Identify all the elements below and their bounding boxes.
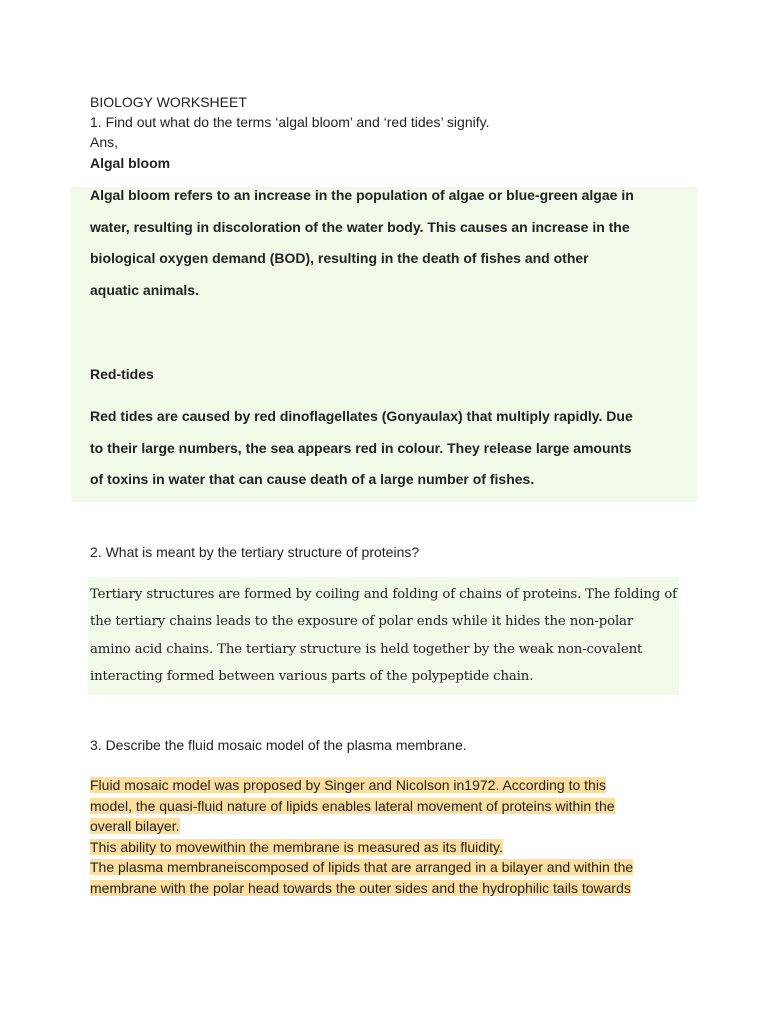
algal-bloom-line: water, resulting in discoloration of the water body. This causes an increase in the	[90, 218, 630, 235]
fluid-mosaic-line: The plasma membraneiscomposed of lipids that are arranged in a bilayer and within the	[90, 859, 634, 876]
fluid-mosaic-line: overall bilayer.	[90, 818, 180, 835]
tertiary-line: interacting formed between various parts of the polypeptide chain.	[90, 668, 534, 684]
worksheet-title: BIOLOGY WORKSHEET	[90, 94, 247, 110]
tertiary-structure-answer	[90, 581, 680, 690]
red-tides-line: Red tides are caused by red dinoflagellates (Gonyaulax) that multiply rapidly. Due	[90, 408, 633, 424]
question-1: 1. Find out what do the terms ‘algal bloom’ and ‘red tides’ signify.	[90, 114, 490, 130]
question-2: 2. What is meant by the tertiary structure of proteins?	[90, 544, 420, 560]
fluid-mosaic-line: Fluid mosaic model was proposed by Singer and Nicolson in1972. According to this	[90, 777, 606, 793]
question-3: 3. Describe the fluid mosaic model of the plasma membrane.	[90, 737, 467, 753]
fluid-mosaic-line: membrane with the polar head towards the outer sides and the hydrophilic tails towards	[90, 879, 631, 896]
answer-label: Ans,	[90, 134, 119, 150]
algal-bloom-line: aquatic animals.	[90, 281, 199, 298]
algal-bloom-heading: Algal bloom	[90, 155, 171, 171]
tertiary-line: amino acid chains. The tertiary structure is held together by the weak non-covalent	[90, 641, 643, 657]
fluid-mosaic-answer	[90, 775, 690, 899]
tertiary-line: Tertiary structures are formed by coiling and folding of chains of proteins. The folding of	[90, 587, 677, 602]
red-tides-line: of toxins in water that can cause death of a large number of fishes.	[90, 471, 535, 487]
red-tides-line: to their large numbers, the sea appears red in colour. They release large amounts	[90, 439, 632, 456]
algal-bloom-answer	[90, 180, 690, 306]
tertiary-line: the tertiary chains leads to the exposure of polar ends while it hides the non-polar	[90, 614, 634, 630]
red-tides-answer	[90, 401, 690, 496]
fluid-mosaic-line: model, the quasi-fluid nature of lipids enables lateral movement of proteins within the	[90, 797, 615, 814]
red-tides-heading: Red-tides	[90, 366, 154, 382]
algal-bloom-line: Algal bloom refers to an increase in the population of algae or blue-green algae in	[90, 187, 634, 203]
fluid-mosaic-line: This ability to movewithin the membrane is measured as its fluidity.	[90, 838, 503, 855]
algal-bloom-line: biological oxygen demand (BOD), resulting in the death of fishes and other	[90, 250, 589, 266]
